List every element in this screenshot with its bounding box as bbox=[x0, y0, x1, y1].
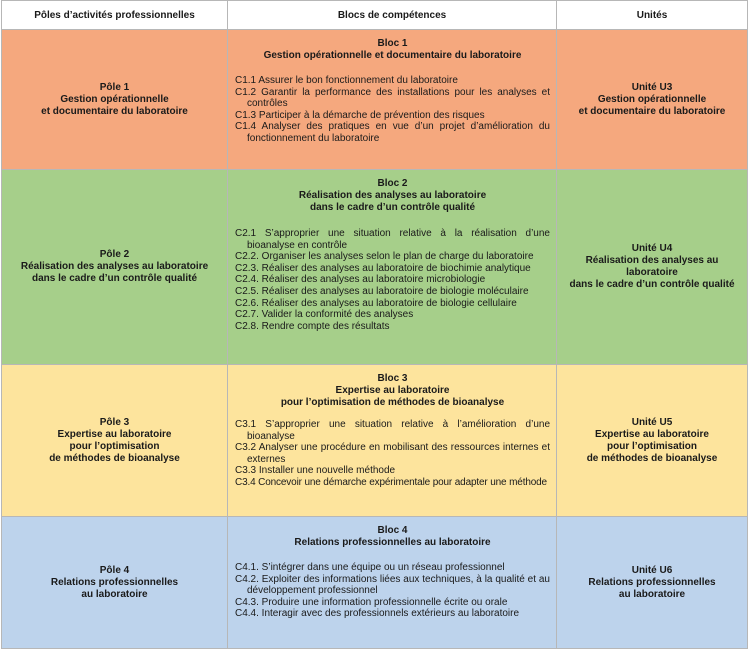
pole-line: dans le cadre d’un contrôle qualité bbox=[31, 273, 198, 284]
competence-list bbox=[235, 228, 550, 332]
unite-cell bbox=[557, 30, 748, 170]
bloc-subtitle: Gestion opérationnelle et documentaire du laboratoire bbox=[263, 50, 522, 61]
competence-item: C3.3 Installer une nouvelle méthode bbox=[235, 465, 396, 477]
unite-line: Relations professionnelles bbox=[588, 576, 716, 588]
bloc-cell bbox=[228, 170, 557, 365]
table-row-pole-3 bbox=[2, 365, 748, 517]
competence-item: C4.1. S’intégrer dans une équipe ou un réseau professionnel bbox=[235, 562, 505, 573]
unite-line: au laboratoire bbox=[618, 588, 686, 600]
pole-line: et documentaire du laboratoire bbox=[41, 105, 188, 117]
competence-item: C4.2. Exploiter des informations liées aux techniques, à la qualité et au développement professionnel bbox=[235, 573, 550, 597]
table-row-pole-4 bbox=[2, 517, 748, 649]
pole-cell bbox=[2, 30, 228, 170]
competence-item: C2.4. Réaliser des analyses au laboratoire microbiologie bbox=[235, 274, 486, 286]
bloc-title: Bloc 4 bbox=[377, 525, 408, 536]
pole-title: Pôle 3 bbox=[99, 416, 130, 428]
pole-title: Pôle 1 bbox=[99, 81, 130, 93]
header-unites: Unités bbox=[557, 1, 748, 30]
unite-title: Unité U5 bbox=[631, 416, 673, 428]
pole-cell bbox=[2, 365, 228, 517]
pole-line: au laboratoire bbox=[81, 588, 148, 600]
pole-line: de méthodes de bioanalyse bbox=[49, 452, 180, 464]
unite-line: pour l’optimisation bbox=[607, 440, 697, 452]
competence-item: C4.3. Produire une information professionnelle écrite ou orale bbox=[235, 596, 508, 608]
table-row-pole-1 bbox=[2, 30, 748, 170]
competence-list bbox=[235, 562, 550, 620]
bloc-subtitle: Expertise au laboratoire bbox=[335, 385, 450, 396]
header-poles: Pôles d’activités professionnelles bbox=[2, 1, 228, 30]
pole-cell bbox=[2, 170, 228, 365]
competence-item: C2.8. Rendre compte des résultats bbox=[235, 320, 390, 332]
competence-item: C1.3 Participer à la démarche de prévention des risques bbox=[235, 109, 485, 121]
pole-line: Réalisation des analyses au laboratoire bbox=[20, 261, 209, 272]
unite-line: Gestion opérationnelle bbox=[597, 93, 707, 105]
unite-title: Unité U4 bbox=[631, 243, 673, 254]
unite-line: dans le cadre d’un contrôle qualité bbox=[569, 279, 735, 290]
unite-title: Unité U3 bbox=[631, 81, 673, 93]
header-blocs: Blocs de compétences bbox=[228, 1, 557, 30]
unite-cell bbox=[557, 365, 748, 517]
competence-list bbox=[235, 75, 550, 145]
bloc-cell bbox=[228, 30, 557, 170]
unite-line: et documentaire du laboratoire bbox=[578, 105, 726, 117]
competence-item: C4.4. Interagir avec des professionnels extérieurs au laboratoire bbox=[235, 608, 520, 620]
header-row bbox=[2, 1, 748, 30]
competence-item: C1.2 Garantir la performance des installations pour les analyses et contrôles bbox=[235, 86, 550, 110]
bloc-subtitle: Relations professionnelles au laboratoire bbox=[294, 537, 491, 548]
bloc-cell bbox=[228, 365, 557, 517]
competence-item: C3.1 S’approprier une situation relative à l’amélioration d’une bioanalyse bbox=[235, 419, 550, 442]
unite-line: Réalisation des analyses au laboratoire bbox=[585, 255, 719, 278]
competence-table bbox=[1, 0, 748, 649]
competence-item: C2.5. Réaliser des analyses au laboratoire de biologie moléculaire bbox=[235, 285, 529, 297]
competence-item: C2.2. Organiser les analyses selon le plan de charge du laboratoire bbox=[235, 251, 534, 263]
bloc-subtitle: Réalisation des analyses au laboratoire bbox=[298, 190, 487, 201]
unite-title: Unité U6 bbox=[631, 564, 673, 576]
pole-cell bbox=[2, 517, 228, 649]
competence-item: C2.3. Réaliser des analyses au laboratoire de biochimie analytique bbox=[235, 262, 531, 274]
unite-line: de méthodes de bioanalyse bbox=[586, 452, 718, 464]
unite-line: Expertise au laboratoire bbox=[595, 428, 709, 440]
competence-item: C1.4 Analyser des pratiques en vue d’un projet d’amélioration du fonctionnement du laboratoire bbox=[235, 121, 550, 144]
unite-cell bbox=[557, 517, 748, 649]
competence-item: C2.1 S’approprier une situation relative à la réalisation d’une bioanalyse en contrôle bbox=[235, 228, 550, 251]
competence-item: C3.2 Analyser une procédure en mobilisant des ressources internes et externes bbox=[235, 442, 550, 465]
table-row-pole-2 bbox=[2, 170, 748, 365]
competence-item: C2.6. Réaliser des analyses au laboratoire de biologie cellulaire bbox=[235, 297, 517, 309]
unite-cell bbox=[557, 170, 748, 365]
pole-title: Pôle 4 bbox=[99, 564, 130, 576]
pole-line: Gestion opérationnelle bbox=[60, 93, 169, 105]
competence-item: C2.7. Valider la conformité des analyses bbox=[235, 309, 414, 321]
bloc-cell bbox=[228, 517, 557, 649]
competence-item: C1.1 Assurer le bon fonctionnement du laboratoire bbox=[235, 75, 458, 86]
bloc-subtitle: dans le cadre d’un contrôle qualité bbox=[309, 202, 476, 213]
competence-item: C3.4 Concevoir une démarche expérimentale pour adapter une méthode bbox=[235, 476, 547, 488]
bloc-title: Bloc 1 bbox=[377, 38, 408, 49]
pole-line: pour l’optimisation bbox=[69, 440, 160, 452]
bloc-title: Bloc 3 bbox=[377, 373, 408, 384]
pole-line: Relations professionnelles bbox=[50, 576, 179, 588]
competence-list bbox=[235, 419, 550, 489]
pole-line: Expertise au laboratoire bbox=[57, 428, 172, 440]
pole-title: Pôle 2 bbox=[99, 249, 130, 260]
bloc-subtitle: pour l’optimisation de méthodes de bioanalyse bbox=[280, 397, 505, 408]
bloc-title: Bloc 2 bbox=[377, 178, 408, 189]
